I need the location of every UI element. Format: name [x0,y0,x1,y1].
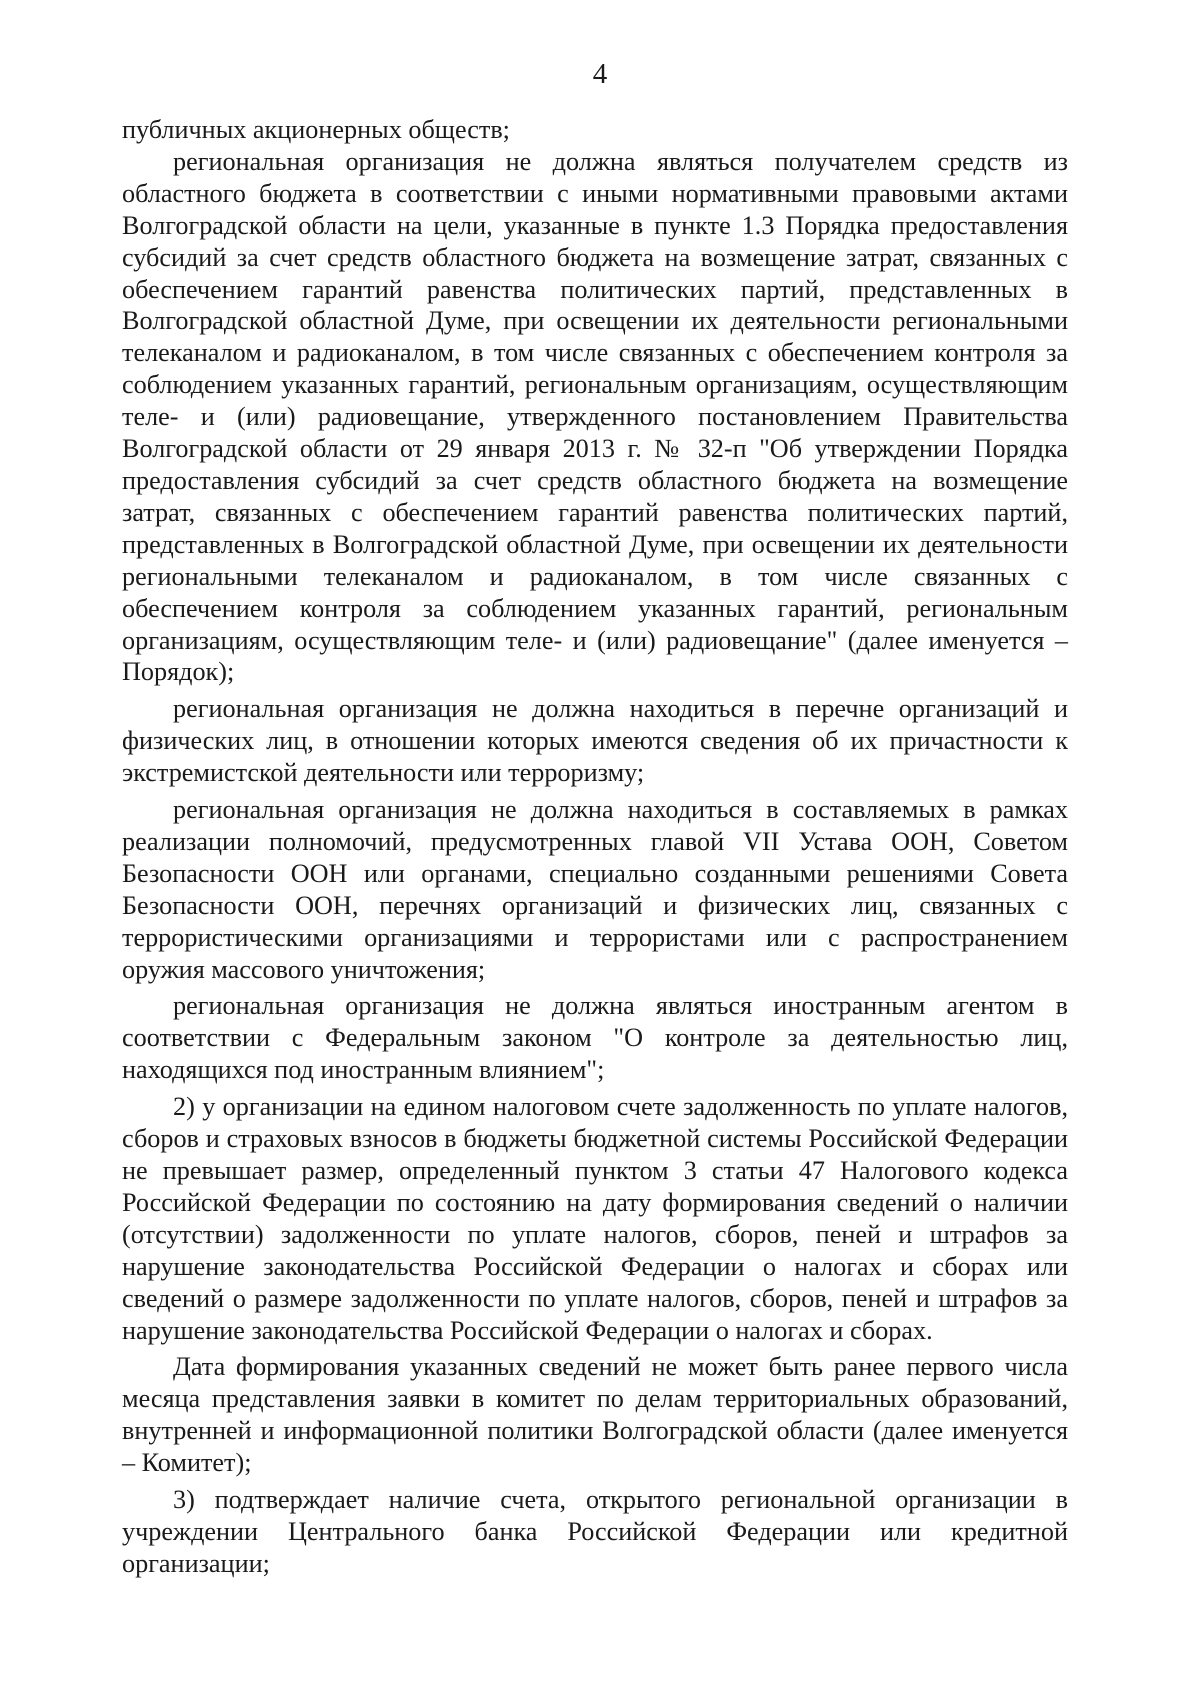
page-number: 4 [592,58,608,90]
paragraph-information-date: Дата формирования указанных сведений не может быть ранее первого числа месяца представления заявки в комитет по делам территориальных образований, внутренней и информационной политики Волгоградской области (далее именуется – Комитет); [122,1352,1068,1478]
paragraph-un-list-requirement: региональная организация не должна находиться в составляемых в рамках реализации полномочий, предусмотренных главой VII Устава ООН, Советом Безопасности ООН или органами, специально созданными решениями Совета Безопасности ООН, перечнях организаций и физических лиц, связанных с террористическими организациями и террористами или с распространением оружия массового уничтожения; [122,795,1068,984]
paragraph-extremism-list-requirement: региональная организация не должна находиться в перечне организаций и физических лиц, в отношении которых имеются сведения об их причастности к экстремистской деятельности или терроризму; [122,694,1068,788]
document-body [122,114,1068,1580]
paragraph-bank-account-requirement: 3) подтверждает наличие счета, открытого региональной организации в учреждении Центрального банка Российской Федерации или кредитной организации; [122,1485,1068,1578]
paragraph-continuation: публичных акционерных обществ; [122,115,510,144]
paragraph-budget-recipient-requirement: региональная организация не должна являться получателем средств из областного бюджета в соответствии с иными нормативными правовыми актами Волгоградской области на цели, указанные в пункте 1.3 Порядка предоставления субсидий за счет средств областного бюджета на возмещение затрат, связанных с обеспечением гарантий равенства политических партий, представленных в Волгоградской областной Думе, при освещении их деятельности региональными телеканалом и радиоканалом, в том числе связанных с обеспечением контроля за соблюдением указанных гарантий, региональным организациям, осуществляющим теле- и (или) радиовещание, утвержденного постановлением Правительства Волгоградской области от 29 января 2013 г. № 32-п "Об утверждении Порядка предоставления субсидий за счет средств областного бюджета на возмещение затрат, связанных с обеспечением гарантий равенства политических партий, представленных в Волгоградской областной Думе, при освещении их деятельности региональными телеканалом и радиоканалом, в том числе связанных с обеспечением контроля за соблюдением указанных гарантий, региональным организациям, осуществляющим теле- и (или) радиовещание" (далее именуется – Порядок); [122,146,1068,687]
paragraph-tax-debt-requirement: 2) у организации на едином налоговом счете задолженность по уплате налогов, сборов и страховых взносов в бюджеты бюджетной системы Российской Федерации не превышает размер, определенный пунктом 3 статьи 47 Налогового кодекса Российской Федерации по состоянию на дату формирования сведений о наличии (отсутствии) задолженности по уплате налогов, сборов, пеней и штрафов за нарушение законодательства Российской Федерации о налогах и сборах или сведений о размере задолженности по уплате налогов, сборов, пеней и штрафов за нарушение законодательства Российской Федерации о налогах и сборах. [122,1092,1068,1345]
paragraph-foreign-agent-requirement: региональная организация не должна являться иностранным агентом в соответствии с Федеральным законом "О контроле за деятельностью лиц, находящихся под иностранным влиянием"; [122,991,1068,1085]
